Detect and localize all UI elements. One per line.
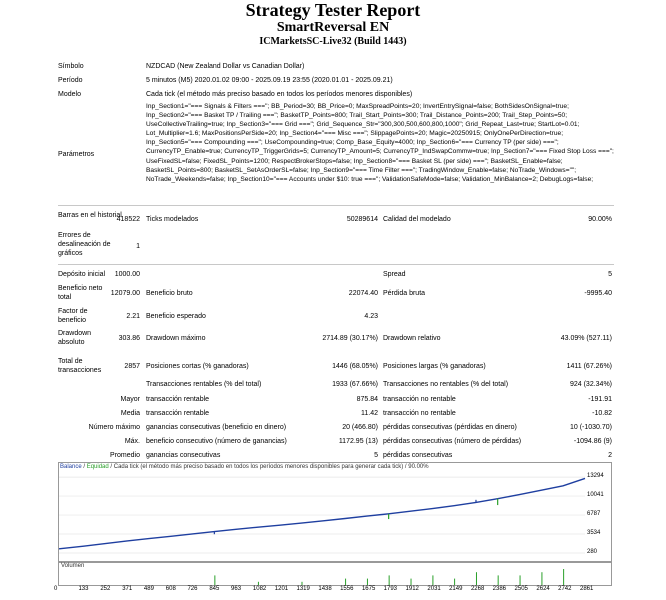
volume-bar [432, 575, 433, 585]
largest-profit-label: transacción rentable [146, 396, 210, 403]
params-label: Parámetros [58, 151, 95, 158]
y-tick-label: 6787 [587, 511, 601, 518]
y-tick-label: 10041 [587, 492, 604, 499]
gross-loss-value: -9995.40 [584, 290, 612, 297]
largest-loss-value: -191.91 [588, 396, 612, 403]
x-tick-label: 2742 [558, 586, 572, 592]
dd-max-label: Drawdown máximo [146, 335, 206, 342]
gross-profit-value: 22074.40 [348, 290, 378, 297]
divider [58, 264, 614, 265]
largest-loss-label: transacción no rentable [383, 396, 456, 403]
volume-bar [520, 575, 521, 585]
long-value: 1411 (67.26%) [566, 363, 612, 370]
x-tick-label: 2624 [536, 586, 550, 592]
gross-loss-label: Pérdida bruta [383, 290, 426, 297]
net-label: Beneficio neto total [58, 285, 103, 301]
consec-wins-label: ganancias consecutivas (beneficio en dinero) [146, 424, 287, 431]
volume-bar [258, 582, 259, 585]
spread-label: Spread [383, 271, 406, 278]
server-build: ICMarketsSC-Live32 (Build 1443) [259, 36, 407, 47]
x-tick-label: 2505 [514, 586, 528, 592]
volume-bar [498, 575, 499, 585]
x-tick-label: 1556 [340, 586, 354, 592]
spread-value: 5 [608, 271, 612, 278]
expert-name: SmartReversal EN [276, 20, 390, 35]
consec-wins-value: 20 (466.80) [342, 424, 378, 431]
balance-line [59, 478, 585, 548]
ticks-value: 50289614 [346, 216, 378, 223]
average-loss-value: -10.82 [592, 410, 612, 417]
loss-trades-label: Transacciones no rentables (% del total) [383, 381, 509, 388]
volume-bar [367, 579, 368, 585]
consec-losses-value: 10 (-1030.70) [569, 424, 612, 431]
divider [58, 205, 614, 206]
avg-wins-value: 5 [374, 452, 378, 459]
net-value: 12079.00 [110, 290, 140, 297]
y-tick-label: 280 [587, 549, 598, 555]
avg-losses-value: 2 [608, 452, 612, 459]
bars-value: 418522 [116, 216, 140, 223]
profit-trades-label: Transacciones rentables (% del total) [146, 381, 262, 388]
model-quality-label: Calidad del modelado [383, 216, 451, 223]
x-tick-label: 252 [100, 586, 111, 592]
x-tick-label: 133 [78, 586, 89, 592]
params-value: Inp_Section1="=== Signals & Filters ==="; BB_Period=30; BB_Price=0; MaxSpreadPoints=20; InvertEntrySignal=false; BothSidesOnSignal=true; Inp_Section2="=== Basket TP / Trailing ==="; BasketTP_Points=800; Trail_Start_Points=300; Trail_Distance_Points=200; Trail_Step_Points=50; UseCollectiveTrailing=true; Inp_Section3="=== Grid ==="; Grid_Sequence_Str="300,300,500,600,800,1000"; Grid_Repeat_Last=true; StartLot=0.01; Lot_Multiplier=1.6; MaxPositionsPerSide=20; Inp_Section4="=== Misc ==="; SlippagePoints=20; Magic=20250915; OnlyOnePerDirection=true; Inp_Section5="=== Compounding ==="; UseCompounding=true; Comp_Base_Equity=4000; Inp_Section6="=== Currency TP (per side) ==="; CurrencyTP_Enable=true; CurrencyTP_TriggerGrids=5; CurrencyTP_Amount=5; CurrencyTP_IndSwapCommw=true; Inp_Section7="=== Fixed Stop Loss ==="; UseFixedSL=false; FixedSL_Points=1200; RespectBrokerStops=false; Inp_Section8="=== Basket SL (per side) ==="; BasketSL_Enable=false; BasketSL_Points=800; BasketSL_SetAsOrderSL=false; Inp_Section9="=== Time Filter ==="; TradingWindow_Enable=false; NoTrade_Windows=""; NoTrade_Weekends=false; Inp_Section10="=== Accounts under $10: true ==="; ValidationSafeMode=false; Validation_MinBalance=2; DebugLogs=false; [146, 103, 614, 183]
maxnum-word: Número máximo [88, 424, 140, 431]
avg-word: Promedio [110, 452, 140, 459]
volume-bar [563, 569, 564, 585]
long-label: Posiciones largas (% ganadoras) [383, 363, 486, 370]
avg-losses-label: pérdidas consecutivas [383, 452, 453, 459]
volume-bar [302, 582, 303, 585]
x-tick-label: 2268 [470, 586, 485, 592]
x-tick-label: 608 [165, 586, 176, 592]
x-tick-label: 2149 [449, 586, 463, 592]
x-tick-label: 845 [209, 586, 220, 592]
x-tick-label: 1438 [318, 586, 332, 592]
volume-label: Volumen [61, 563, 85, 569]
pf-label: Factor de beneficio [58, 308, 88, 324]
total-trades-label: Total de transacciones [58, 358, 102, 374]
period-value: 5 minutos (M5) 2020.01.02 09:00 - 2025.09.19 23:55 (2020.01.01 - 2025.09.21) [146, 77, 393, 84]
gross-profit-label: Beneficio bruto [146, 290, 193, 297]
volume-chart-svg [59, 563, 611, 585]
average-profit-value: 11.42 [361, 410, 378, 417]
consec-profit-value: 1172.95 (13) [338, 438, 378, 445]
consec-loss-label: pérdidas consecutivas (número de pérdidas) [383, 438, 522, 445]
x-tick-label: 2386 [492, 586, 507, 592]
average-profit-label: transacción rentable [146, 410, 210, 417]
deposit-label: Depósito inicial [58, 271, 106, 278]
y-tick-label: 3534 [587, 530, 601, 537]
dd-abs-value: 303.86 [118, 335, 140, 342]
balance-chart-svg [59, 463, 611, 561]
x-tick-label: 0 [54, 586, 58, 592]
x-tick-label: 1912 [405, 586, 419, 592]
dd-rel-label: Drawdown relativo [383, 335, 441, 342]
legend-equity: Equidad [86, 464, 109, 470]
x-tick-label: 726 [187, 586, 198, 592]
symbol-label: Símbolo [58, 63, 84, 70]
expected-value: 4.23 [364, 313, 378, 320]
largest-word: Mayor [120, 396, 140, 403]
pf-value: 2.21 [126, 313, 140, 320]
volume-bar [411, 579, 412, 585]
volume-bar [454, 579, 455, 585]
symbol-value: NZDCAD (New Zealand Dollar vs Canadian Dollar) [146, 63, 305, 70]
model-label: Modelo [58, 91, 81, 98]
dd-max-value: 2714.89 (30.17%) [322, 335, 378, 342]
volume-bar [541, 572, 542, 585]
report-title: Strategy Tester Report [245, 0, 421, 20]
legend-balance: Balance [60, 464, 82, 470]
avg-wins-label: ganancias consecutivas [146, 452, 221, 459]
x-tick-label: 1675 [361, 586, 376, 592]
x-tick-label: 963 [231, 586, 242, 592]
y-tick-label: 13294 [587, 473, 604, 480]
consec-losses-label: pérdidas consecutivas (pérdidas en dinero) [383, 424, 517, 431]
consec-profit-label: beneficio consecutivo (número de ganancias) [146, 438, 287, 445]
deposit-value: 1000.00 [114, 271, 140, 278]
volume-bar [389, 575, 390, 585]
short-value: 1446 (68.05%) [332, 363, 378, 370]
dd-rel-value: 43.09% (527.11) [560, 335, 612, 342]
x-tick-label: 371 [122, 586, 133, 592]
x-tick-label: 2861 [580, 586, 594, 592]
volume-bar [476, 572, 477, 585]
largest-profit-value: 875.84 [356, 396, 378, 403]
ticks-label: Ticks modelados [146, 216, 199, 223]
period-label: Período [58, 77, 83, 84]
max-word: Máx. [124, 438, 140, 445]
volume-chart [58, 562, 612, 586]
x-tick-label: 1201 [274, 586, 289, 592]
volume-bar [214, 575, 215, 585]
model-value: Cada tick (el método más preciso basado en todos los períodos menores disponibles) [146, 91, 413, 98]
total-trades-value: 2857 [124, 363, 140, 370]
model-quality-value: 90.00% [588, 216, 612, 223]
balance-chart [58, 462, 612, 562]
x-tick-label: 2031 [427, 586, 441, 592]
profit-trades-value: 1933 (67.66%) [332, 381, 378, 388]
average-word: Media [120, 410, 140, 417]
chart-legend: Balance / Equidad / Cada tick (el método más preciso basado en todos los períodos menores disponibles para generar cada tick) / 90.00% [60, 464, 429, 470]
expected-label: Beneficio esperado [146, 313, 206, 320]
short-label: Posiciones cortas (% ganadoras) [146, 363, 249, 370]
consec-loss-value: -1094.86 (9) [573, 438, 612, 445]
desync-value: 1 [136, 243, 140, 250]
legend-description: Cada tick (el método más preciso basado en todos los períodos menores disponibles para generar cada tick) / 90.00% [113, 464, 429, 470]
dd-abs-label: Drawdown absoluto [58, 330, 92, 346]
x-tick-label: 1082 [252, 586, 267, 592]
bars-label: Barras en el historial [58, 212, 122, 219]
average-loss-label: transacción no rentable [383, 410, 456, 417]
x-tick-label: 1793 [383, 586, 397, 592]
loss-trades-value: 924 (32.34%) [569, 381, 612, 388]
x-tick-label: 489 [143, 586, 154, 592]
desync-label: Errores de desalineación de gráficos [58, 232, 111, 257]
volume-bar [345, 579, 346, 585]
x-tick-label: 1319 [296, 586, 310, 592]
